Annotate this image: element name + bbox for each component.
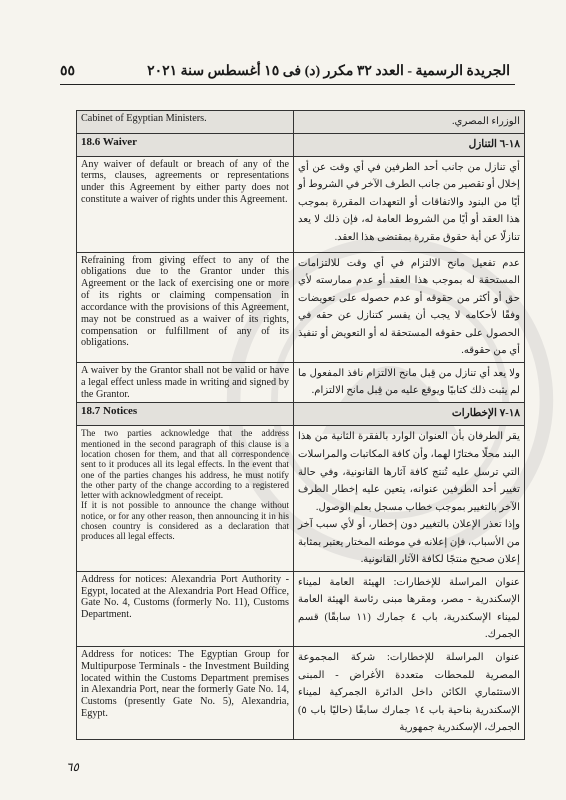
section-heading-ar: ١٨-٧ الإخطارات [294, 403, 525, 426]
table-row [77, 646, 525, 739]
english-cell: Address for notices: Alexandria Port Authority - Egypt, located at the Alexandria Port Head Office, Gate No. 4, Customs (formerly No. 11), Customs Department. [77, 571, 294, 646]
section-heading-row [77, 403, 525, 426]
arabic-cell [294, 426, 525, 571]
table-row [77, 111, 525, 134]
english-cell: Cabinet of Egyptian Ministers. [77, 111, 294, 134]
arabic-cell: ولا يعد أي تنازل من قِبل مانح الالتزام نافذ المفعول ما لم يثبت ذلك كتابيًا ويوقع عليه من قِبل مانح الالتزام. [294, 362, 525, 402]
notices-paragraph-1-en: The two parties acknowledge that the address mentioned in the second paragraph of this clause is a location chosen for them, and that all correspondence sent to it produces all its legal effects. In the event that one of the parties changes his address, he must notify the other party of the change according to a registered letter with acknowledgment of receipt. [81, 428, 289, 501]
arabic-cell: عنوان المراسلة للإخطارات: الهيئة العامة لميناء الإسكندرية - مصر، ومقرها مبنى رئاسة الهيئة العامة لميناء الإسكندرية، باب ٤ جمارك (١١ سابقًا) قسم الجمرك. [294, 571, 525, 646]
arabic-cell: عدم تفعيل مانح الالتزام في أي وقت للالتزامات المستحقة له بموجب هذا العقد أو عدم ممارسته لأي حق أو أكثر من حقوقه أو عدم حصوله على تعويضات وفقًا لأحكامه لا يجب أن يفسر كتنازل عن حقه في الحصول على حقوقه المستحقة له أو التعويض أو تنفيذ أي من حقوقه. [294, 252, 525, 362]
arabic-cell: الوزراء المصري. [294, 111, 525, 134]
table-row [77, 252, 525, 362]
notices-paragraph-2-en: If it is not possible to announce the change without notice, or for any other reason, then announcing it in his chosen country is considered as a declaration that produces all legal effects. [81, 500, 289, 542]
arabic-cell: أي تنازل من جانب أحد الطرفين في أي وقت عن أي إخلال أو تقصير من جانب الطرف الآخر في الشروط أو أيًا من البنود والاتفاقات أو التعهدات المقررة بموجب هذا العقد أو أيًا من الشروط العامة له، فإن ذلك لا يعد تنازلًا عن أية حقوق مقررة بمقتضى هذا العقد. [294, 156, 525, 252]
page-header [60, 60, 510, 82]
notices-paragraph-1-ar: يقر الطرفان بأن العنوان الوارد بالفقرة الثانية من هذا البند محلًا مختارًا لهما، وأن كافة المكاتبات والمراسلات التي ترسل عليه تُنتج كافة آثارها القانونية، وفي حالة تغيير أحد الطرفين عنوانه، يتعين عليه إخطار الطرف الآخر بالتغيير بموجب خطاب مسجل بعلم الوصول. [298, 431, 520, 513]
english-cell: Address for notices: The Egyptian Group for Multipurpose Terminals - the Investment Building located within the Customs Department premises in Alexandria Port, near the formerly Gate No. 14, Customs (presently Gate No. 5), Alexandria, Egypt. [77, 646, 294, 739]
table-row [77, 426, 525, 571]
page-number: ٥٥ [60, 63, 76, 79]
section-heading-row [77, 133, 525, 156]
table-row [77, 571, 525, 646]
header-rule [60, 84, 515, 85]
table-row [77, 362, 525, 402]
gazette-title: الجريدة الرسمية - العدد ٣٢ مكرر (د) فى ١٥ أغسطس سنة ٢٠٢١ [147, 63, 510, 79]
english-cell: Refraining from giving effect to any of the obligations due to the Grantor under this Agreement or the lack of exercising one or more of its rights or claiming compensation in accordance with the provisions of this Agreement, may not be construed as a waiver of its rights, compensation or fulfillment of any of its obligations. [77, 252, 294, 362]
section-heading-ar: ١٨-٦ التنازل [294, 133, 525, 156]
english-cell: Any waiver of default or breach of any of the terms, clauses, agreements or representations under this Agreement by either party does not constitute a waiver of rights under this Agreement. [77, 156, 294, 252]
arabic-cell: عنوان المراسلة للإخطارات: شركة المجموعة المصرية للمحطات متعددة الأغراض - المبنى الاستثماري الكائن داخل الدائرة الجمركية لميناء الإسكندرية بناحية باب ١٤ جمارك سابقًا (حاليًا باب ٥) الجمرك، الإسكندرية جمهورية [294, 646, 525, 739]
page-footer-mark: ٦٥ [66, 760, 79, 774]
table-row [77, 156, 525, 252]
notices-paragraph-2-ar: وإذا تعذر الإعلان بالتغيير دون إخطار، أو لأي سبب آخر من الأسباب، فإن إعلانه في موطنه المختار يعتبر بمثابة إعلان صحيح منتجًا لكافة الآثار القانونية. [298, 519, 520, 566]
section-heading-en: 18.7 Notices [77, 403, 294, 426]
english-cell [77, 426, 294, 571]
section-heading-en: 18.6 Waiver [77, 133, 294, 156]
english-cell: A waiver by the Grantor shall not be valid or have a legal effect unless made in writing and signed by the Grantor. [77, 362, 294, 402]
bilingual-contract-table [76, 110, 525, 740]
